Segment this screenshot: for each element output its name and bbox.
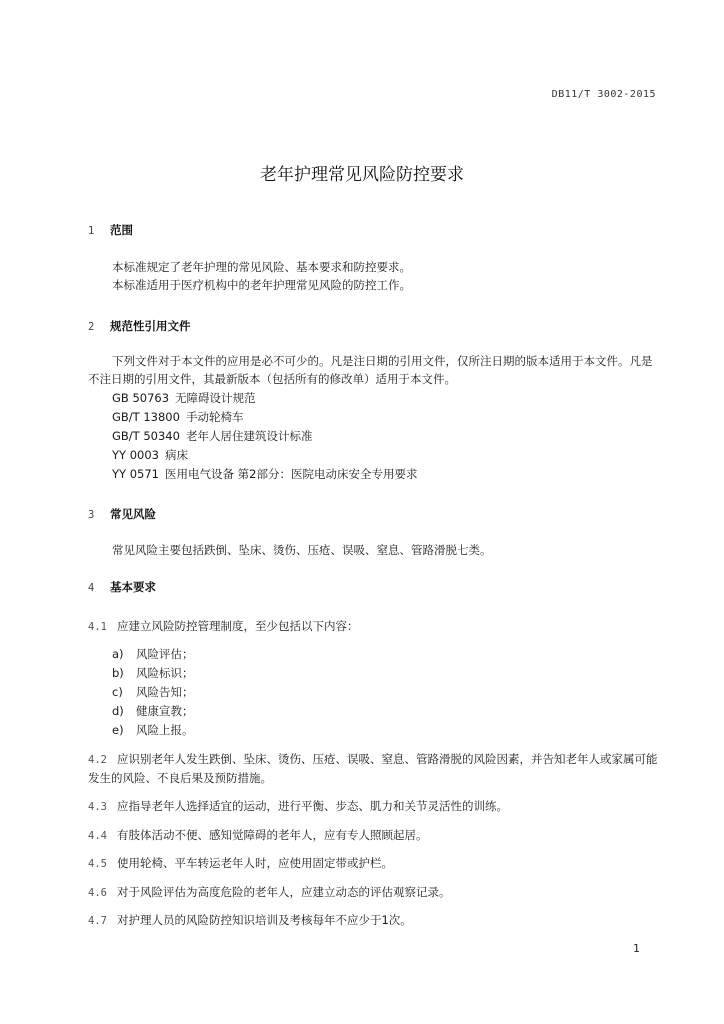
clause-4-6: [88, 883, 658, 902]
clause-4-7: [88, 911, 658, 930]
list-marker: c): [112, 685, 123, 699]
list-item: [112, 646, 194, 662]
clause-text: 应建立风险防控管理制度，至少包括以下内容：: [116, 619, 359, 633]
list-marker: b): [112, 666, 124, 680]
clause-4-4: [88, 826, 658, 845]
list-text: 风险告知；: [136, 685, 194, 699]
section-number: 1: [88, 225, 95, 237]
clause-number: 4.5: [88, 858, 107, 870]
section-1-heading: [88, 222, 133, 238]
document-title: 老年护理常见风险防控要求: [260, 165, 464, 185]
reference-code: GB/T 13800: [112, 410, 180, 424]
clause-number: 4.2: [88, 754, 107, 766]
clause-text: 对于风险评估为高度危险的老年人，应建立动态的评估观察记录。: [116, 885, 451, 899]
section-title: 规范性引用文件: [110, 319, 191, 333]
clause-text: 对护理人员的风险防控知识培训及考核每年不应少于1次。: [116, 913, 412, 927]
list-marker: d): [112, 704, 124, 718]
scope-paragraph-2: 本标准适用于医疗机构中的老年护理常见风险的防控工作。: [112, 278, 411, 292]
clause-text: 应识别老年人发生跌倒、坠床、烫伤、压疮、误吸、窒息、管路滑脱的风险因素，并告知老年人或家属可能发生的风险、不良后果及预防措施。: [88, 752, 658, 785]
clause-text: 使用轮椅、平车转运老年人时，应使用固定带或护栏。: [116, 856, 393, 870]
document-number: DB11/T 3002-2015: [551, 89, 656, 100]
reference-item: [112, 447, 188, 463]
section-number: 3: [88, 509, 95, 521]
list-marker: a): [112, 647, 124, 661]
section-3-heading: [88, 506, 156, 522]
scope-paragraph-1: 本标准规定了老年护理的常见风险、基本要求和防控要求。: [112, 260, 411, 274]
section-2-heading: [88, 318, 191, 334]
reference-code: YY 0003: [112, 448, 159, 462]
clause-number: 4.6: [88, 887, 107, 899]
reference-name: 医用电气设备 第2部分：医院电动床安全专用要求: [164, 467, 418, 481]
list-item: [112, 684, 194, 700]
clause-number: 4.4: [88, 830, 107, 842]
reference-code: GB 50763: [112, 391, 170, 405]
clause-4-3: [88, 797, 658, 816]
page-number: 1: [633, 942, 640, 955]
list-text: 风险评估；: [136, 647, 194, 661]
section-title: 常见风险: [110, 507, 157, 521]
section-number: 4: [88, 582, 95, 594]
section-number: 2: [88, 321, 95, 333]
references-intro: 下列文件对于本文件的应用是必不可少的。凡是注日期的引用文件，仅所注日期的版本适用于本文件。凡是不注日期的引用文件，其最新版本（包括所有的修改单）适用于本文件。: [88, 354, 653, 386]
reference-item: [112, 409, 243, 425]
clause-number: 4.7: [88, 915, 107, 927]
clause-4-2: [88, 750, 658, 787]
reference-name: 手动轮椅车: [185, 410, 244, 424]
clause-text: 应指导老年人选择适宜的运动，进行平衡、步态、肌力和关节灵活性的训练。: [116, 799, 508, 813]
reference-name: 老年人居住建筑设计标准: [185, 429, 313, 443]
clause-text: 有肢体活动不便、感知觉障碍的老年人，应有专人照顾起居。: [116, 828, 428, 842]
reference-code: GB/T 50340: [112, 429, 180, 443]
list-item: [112, 722, 194, 738]
list-marker: e): [112, 723, 124, 737]
reference-name: 无障碍设计规范: [175, 391, 256, 405]
section-title: 基本要求: [110, 580, 157, 594]
clause-4-1: [88, 617, 658, 636]
reference-code: YY 0571: [112, 467, 159, 481]
section-title: 范围: [110, 223, 134, 237]
reference-item: [112, 390, 256, 406]
risks-paragraph: 常见风险主要包括跌倒、坠床、烫伤、压疮、误吸、窒息、管路滑脱七类。: [112, 543, 492, 557]
reference-item: [112, 466, 417, 482]
clause-number: 4.3: [88, 801, 107, 813]
list-item: [112, 703, 194, 719]
section-4-heading: [88, 579, 156, 595]
list-text: 风险标识；: [136, 666, 194, 680]
list-text: 健康宣教；: [136, 704, 194, 718]
clause-number: 4.1: [88, 621, 107, 633]
reference-item: [112, 428, 312, 444]
clause-4-5: [88, 854, 658, 873]
list-text: 风险上报。: [136, 723, 194, 737]
reference-name: 病床: [164, 448, 188, 462]
list-item: [112, 665, 194, 681]
